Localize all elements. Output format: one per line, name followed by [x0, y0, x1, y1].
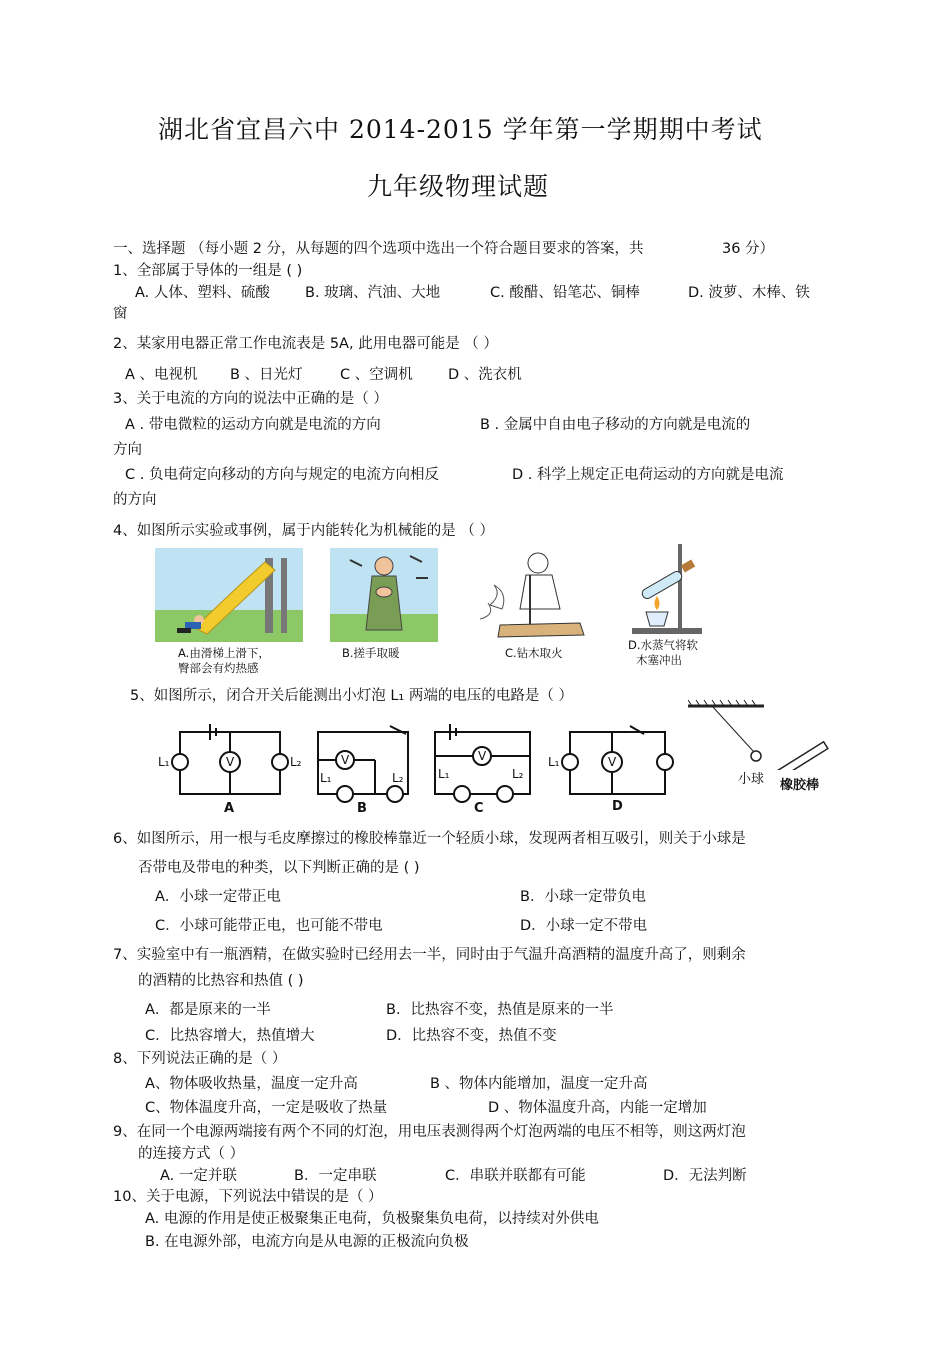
test-tube-illustration: [622, 540, 712, 636]
q6-stem-2: 否带电及带电的种类，以下判断正确的是 ( ): [138, 860, 420, 876]
q1-option-d: D. 波萝、木棒、铁: [688, 285, 810, 301]
exam-subtitle: 九年级物理试题: [367, 172, 550, 201]
q8-option-d: D 、物体温度升高，内能一定增加: [488, 1100, 707, 1116]
q6-option-a: A．小球一定带正电: [155, 889, 281, 905]
q3-option-b: B . 金属中自由电子移动的方向就是电流的: [480, 417, 751, 433]
q2-option-b: B 、日光灯: [230, 367, 303, 383]
q3-stem: 3、关于电流的方向的说法中正确的是（ ）: [113, 391, 388, 407]
q9-option-d: D．无法判断: [663, 1168, 747, 1184]
q9-stem-2: 的连接方式（ ）: [138, 1146, 245, 1162]
q9-stem-1: 9、在同一个电源两端接有两个不同的灯泡，用电压表测得两个灯泡两端的电压不相等，则这两灯泡: [113, 1124, 746, 1140]
q8-option-a: A、物体吸收热量，温度一定升高: [145, 1076, 358, 1092]
q3-option-d-cont: 的方向: [113, 492, 157, 508]
q5-label-a: A: [224, 801, 235, 816]
q2-stem: 2、某家用电器正常工作电流表是 5A, 此用电器可能是 （ ）: [113, 336, 498, 352]
section-heading: 一、选择题 （每小题 2 分，从每题的四个选项中选出一个符合题目要求的答案，共: [113, 241, 644, 257]
rod-label: 橡胶棒: [780, 778, 820, 793]
q6-option-c: C．小球可能带正电，也可能不带电: [155, 918, 383, 934]
ball-rod-illustration: [688, 700, 838, 770]
q10-stem: 10、关于电源，下列说法中错误的是（ ）: [113, 1189, 383, 1205]
drilling-wood-illustration: [480, 545, 592, 643]
q1-option-c: C. 酸醋、铅笔芯、铜棒: [490, 285, 640, 301]
q4-caption-b: B.搓手取暖: [342, 646, 400, 660]
rubbing-hands-illustration: [330, 548, 438, 642]
svg-text:L₂: L₂: [392, 771, 404, 785]
q4-caption-d-1: D.水蒸气将软: [628, 638, 699, 652]
q4-stem: 4、如图所示实验或事例，属于内能转化为机械能的是 （ ）: [113, 523, 494, 539]
q4-caption-a-2: 臀部会有灼热感: [178, 661, 259, 675]
ball-label: 小球: [738, 772, 765, 787]
q8-option-b: B 、物体内能增加，温度一定升高: [430, 1076, 648, 1092]
q8-stem: 8、下列说法正确的是（ ）: [113, 1051, 287, 1067]
q7-option-c: C．比热容增大，热值增大: [145, 1028, 315, 1044]
q4-caption-a-1: A.由滑梯上滑下，: [178, 646, 270, 660]
q1-option-d-cont: 窗: [113, 306, 128, 322]
q7-option-b: B．比热容不变，热值是原来的一半: [386, 1002, 614, 1018]
q1-stem: 1、全部属于导体的一组是 ( ): [113, 263, 303, 279]
svg-text:L₁: L₁: [548, 755, 560, 769]
q7-stem-2: 的酒精的比热容和热值 ( ): [138, 973, 304, 989]
q7-option-a: A．都是原来的一半: [145, 1002, 271, 1018]
q1-option-a: A. 人体、塑料、硫酸: [135, 285, 270, 301]
q7-stem-1: 7、实验室中有一瓶酒精，在做实验时已经用去一半，同时由于气温升高酒精的温度升高了，则剩余: [113, 947, 746, 963]
q10-option-b: B. 在电源外部，电流方向是从电源的正极流向负极: [145, 1234, 469, 1250]
q2-option-c: C 、空调机: [340, 367, 413, 383]
q9-option-a: A. 一定并联: [160, 1168, 237, 1184]
q8-option-c: C、物体温度升高，一定是吸收了热量: [145, 1100, 388, 1116]
svg-text:V: V: [608, 755, 617, 769]
q9-option-c: C．串联并联都有可能: [445, 1168, 586, 1184]
q9-option-b: B．一定串联: [294, 1168, 377, 1184]
q4-caption-c: C.钻木取火: [505, 646, 563, 660]
q5-label-b: B: [357, 801, 367, 816]
svg-text:L₁: L₁: [158, 755, 170, 769]
svg-text:L₂: L₂: [290, 755, 302, 769]
q6-option-b: B．小球一定带负电: [520, 889, 646, 905]
q6-stem-1: 6、如图所示，用一根与毛皮摩擦过的橡胶棒靠近一个轻质小球，发现两者相互吸引，则关于小球是: [113, 831, 746, 847]
q3-option-d: D . 科学上规定正电荷运动的方向就是电流: [512, 467, 784, 483]
svg-text:V: V: [226, 755, 235, 769]
q6-option-d: D．小球一定不带电: [520, 918, 648, 934]
svg-text:L₂: L₂: [512, 767, 524, 781]
section-score: 36 分）: [722, 241, 775, 257]
q2-option-a: A 、电视机: [125, 367, 198, 383]
svg-text:V: V: [478, 749, 487, 763]
q7-option-d: D．比热容不变，热值不变: [386, 1028, 557, 1044]
q3-option-b-cont: 方向: [113, 442, 142, 458]
q5-stem: 5、如图所示，闭合开关后能测出小灯泡 L₁ 两端的电压的电路是（ ）: [130, 688, 573, 704]
q5-label-c: C: [474, 801, 484, 816]
q3-option-a: A . 带电微粒的运动方向就是电流的方向: [125, 417, 381, 433]
q5-label-d: D: [612, 799, 623, 814]
q3-option-c: C . 负电荷定向移动的方向与规定的电流方向相反: [125, 467, 439, 483]
svg-text:L₁: L₁: [438, 767, 450, 781]
q1-option-b: B. 玻璃、汽油、大地: [305, 285, 441, 301]
svg-text:L₁: L₁: [320, 771, 332, 785]
q2-option-d: D 、洗衣机: [448, 367, 522, 383]
q10-option-a: A. 电源的作用是使正极聚集正电荷，负极聚集负电荷，以持续对外供电: [145, 1211, 599, 1227]
svg-text:V: V: [341, 753, 350, 767]
q4-caption-d-2: 木塞冲出: [636, 653, 682, 667]
exam-title: 湖北省宜昌六中 2014-2015 学年第一学期期中考试: [158, 115, 763, 144]
slide-illustration: [155, 548, 303, 642]
